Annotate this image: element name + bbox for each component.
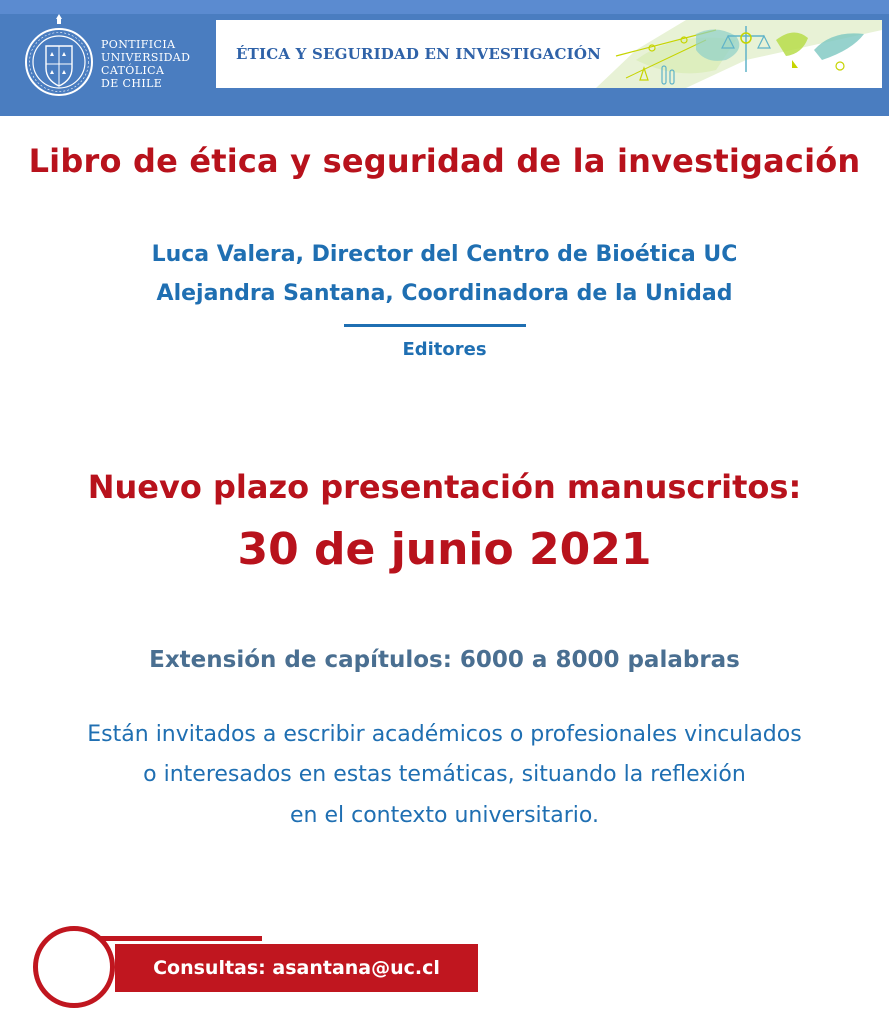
banner-title: ÉTICA Y SEGURIDAD EN INVESTIGACIÓN: [236, 45, 602, 63]
contact-email[interactable]: Consultas: asantana@uc.cl: [153, 957, 440, 979]
editors-label: Editores: [402, 339, 487, 360]
editor-line: Luca Valera, Director del Centro de Bioética UC: [151, 242, 738, 267]
university-name-line: UNIVERSIDAD: [101, 51, 191, 64]
science-illustration-icon: [596, 20, 882, 88]
university-name-line: DE CHILE: [101, 77, 163, 90]
university-seal-icon: [24, 10, 94, 104]
invitation-line: en el contexto universitario.: [290, 803, 599, 828]
page-title: Libro de ética y seguridad de la investigación: [28, 142, 861, 180]
deadline-date: 30 de junio 2021: [237, 524, 652, 575]
header-stripe: [0, 0, 889, 14]
invitation-line: Están invitados a escribir académicos o profesionales vinculados: [87, 722, 802, 747]
university-name-line: CATÓLICA: [101, 64, 165, 77]
contact-bar: [115, 944, 478, 992]
invitation-line: o interesados en estas temáticas, situando la reflexión: [143, 762, 746, 787]
university-name-line: PONTIFICIA: [101, 38, 176, 51]
footer-ring-icon: [33, 926, 115, 1008]
program-banner: [216, 20, 882, 88]
chapter-length: Extensión de capítulos: 6000 a 8000 palabras: [149, 647, 740, 673]
deadline-label: Nuevo plazo presentación manuscritos:: [87, 468, 802, 506]
editor-line: Alejandra Santana, Coordinadora de la Unidad: [156, 281, 733, 306]
editors-divider: [344, 324, 526, 327]
header: [0, 0, 889, 116]
university-name: [101, 38, 190, 90]
